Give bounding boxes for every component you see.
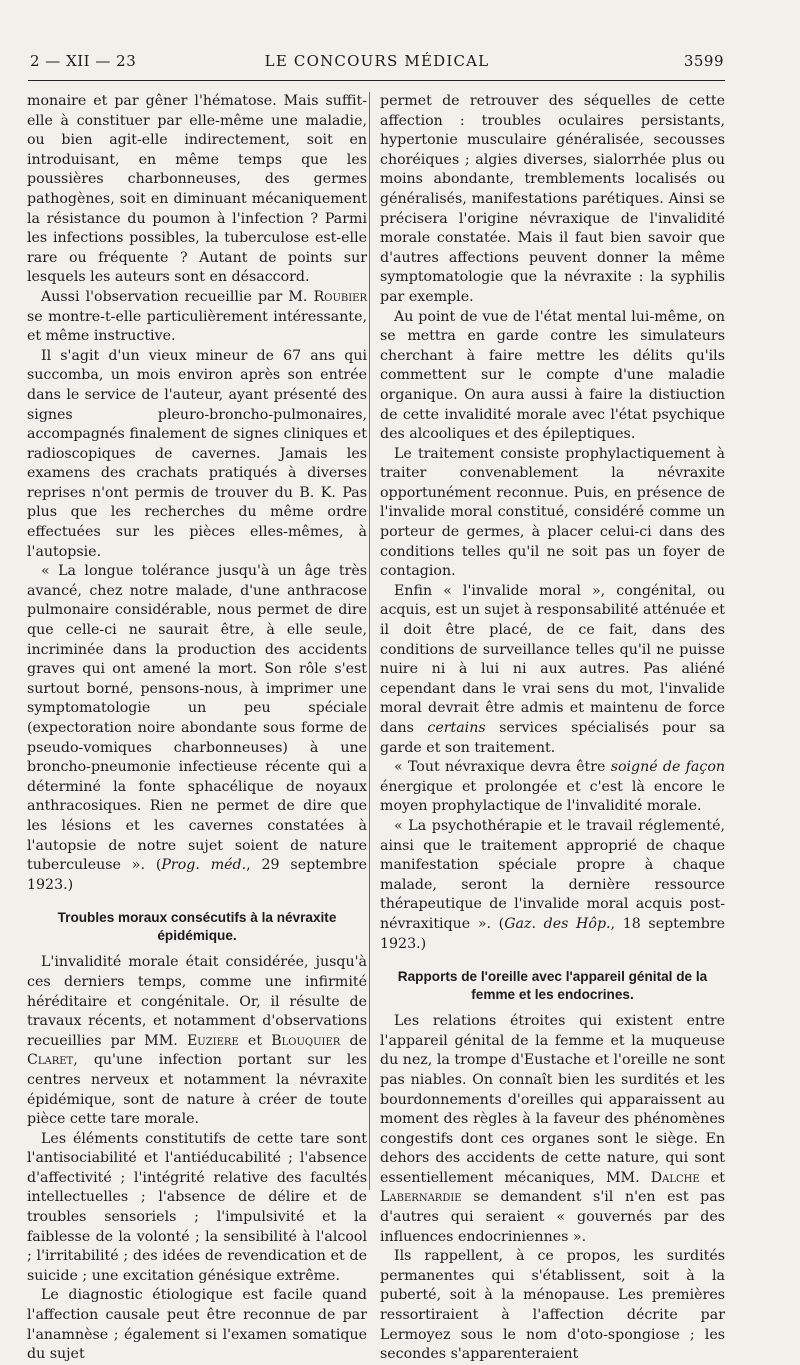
paragraph: monaire et par gêner l'hématose. Mais suffit-elle à constituer par elle-même une maladie, ou bien agit-elle indirectement, soit en introduisant, en même temps que les poussières charbonneuses, des germes pathogènes, soit en diminuant mécaniquement la résistance du poumon à l'infection ? Parmi les infections possibles, la tuberculose est-elle rare ou fréquente ? Autant de points sur lesquels les auteurs sont en désaccord. xyxy=(27,93,367,286)
paragraph: Enfin « l'invalide moral », congénital, ou acquis, est un sujet à responsabilité atténuée et il doit être placé, de ce fait, dans des conditions de surveillance telles qu'il ne puisse nuire ni à lui ni aux autres. Pas aliéné cependant dans le vrai sens du mot, l'invalide moral devrait être admis et maintenu de force dans certains services spécialisés pour sa garde et son traitement. xyxy=(380,582,725,756)
paragraph: Au point de vue de l'état mental lui-même, on se mettra en garde contre les simulateurs cherchant à faire mettre les délits qu'ils commettent sur le compte d'une maladie organique. On aura aussi à faire la distiuction de cette invalidité morale avec l'état psychique des alcooliques et des épileptiques. xyxy=(380,308,725,443)
paragraph: Le traitement consiste prophylactiquement à traiter convenablement la névraxite opportunément reconnue. Puis, en présence de l'invalide moral constitué, considéré comme un porteur de germes, à placer celui-ci dans des conditions telles qu'il ne soit pas un foyer de contagion. xyxy=(380,445,725,580)
author-name: Dalche xyxy=(650,1169,700,1186)
source-citation: Gaz. des Hôp. xyxy=(504,915,611,932)
running-header xyxy=(30,52,724,78)
paragraph: « La longue tolérance jusqu'à un âge très avancé, chez notre malade, d'une anthracose pulmonaire considérable, nous permet de dire que celle-ci ne saurait être, à elle seule, incriminée dans la production des accidents graves qui ont amené la mort. Son rôle s'est surtout borné, pensons-nous, à imprimer une symptomatologie un peu spéciale (expectoration noire abondante sous forme de pseudo-vomiques charbonneuses) à une broncho-pneumonie infectieuse récente qui a déterminé la fonte sphacélique de noyaux anthracosiques. Rien ne permet de dire que les lésions et les cavernes constatées à l'autopsie de notre sujet soient de nature tuberculeuse ». (Prog. méd., 29 septembre 1923.) xyxy=(27,563,367,893)
source-citation: Prog. méd. xyxy=(161,857,247,874)
author-name: Blouquier xyxy=(271,1032,341,1049)
paragraph: « La psychothérapie et le travail réglementé, ainsi que le traitement approprié de chaque manifestation spéciale propre à chaque malade, seront la dernière ressource thérapeutique de l'invalide moral acquis post-névraxitique ». (Gaz. des Hôp., 18 septembre 1923.) xyxy=(380,817,725,952)
author-name: Euziere xyxy=(186,1032,239,1049)
issue-date: 2 — XII — 23 xyxy=(30,52,137,70)
left-column xyxy=(27,92,367,1365)
paragraph: L'invalidité morale était considérée, jusqu'à ces derniers temps, comme une infirmité héréditaire et congénitale. Or, il résulte de travaux récents, et notamment d'observations recueillies par MM. Euziere et Blouquier de Claret, qu'une infection portant sur les centres nerveux et notamment la névraxite épidémique, sont de nature à créer de toute pièce cette tare morale. xyxy=(27,954,367,1128)
header-rule xyxy=(28,80,725,81)
author-name: Claret xyxy=(27,1052,74,1069)
paragraph: permet de retrouver des séquelles de cette affection : troubles oculaires persistants, hypertonie musculaire généralisée, secousses choréiques ; algies diverses, sialorrhée plus ou moins abondante, tremblements localisés ou généralisés, manifestations parétiques. Ainsi se précisera l'origine névraxique de l'invalidité morale constatée. Mais il faut bien savoir que d'autres affections peuvent donner la même symptomatologie que la névraxite : la syphilis par exemple. xyxy=(380,93,725,305)
paragraph: Les relations étroites qui existent entre l'appareil génital de la femme et la muqueuse du nez, la trompe d'Eustache et l'oreille ne sont pas niables. On connaît bien les surdités et les bourdonnements d'oreilles qui apparaissent au moment des règles à la faveur des phénomènes congestifs dont ces organes sont le siège. En dehors des accidents de cette nature, qui sont essentiellement mécaniques, MM. Dalche et Labernardie se demandent s'il n'en est pas d'autres qui seraient « gouvernés par des influences endocriniennes ». xyxy=(380,1013,725,1245)
page-number: 3599 xyxy=(683,52,724,70)
paragraph: Ils rappellent, à ce propos, les surdités permanentes qui s'établissent, soit à la puberté, soit à la ménopause. Les premières ressortiraient à l'affection décrite par Lermoyez sous le nom d'oto-spongiose ; les secondes s'apparenteraient xyxy=(380,1248,725,1363)
column-divider xyxy=(369,92,370,1190)
paragraph: Le diagnostic étiologique est facile quand l'affection causale peut être reconnue de par l'anamnèse ; également si l'examen somatique du sujet xyxy=(27,1287,367,1363)
paragraph: « Tout névraxique devra être soigné de façon énergique et prolongée et c'est là encore le moyen prophylactique de l'invalidité morale. xyxy=(380,759,725,815)
section-heading: Troubles moraux consécutifs à la névraxite épidémique. xyxy=(57,910,337,944)
author-name: Labernardie xyxy=(380,1189,462,1206)
paragraph: Les éléments constitutifs de cette tare sont l'antisociabilité et l'antiéducabilité ; l'absence d'affectivité ; l'intégrité relative des facultés intellectuelles ; l'absence de délire et de troubles sensoriels ; l'impulsivité et la faiblesse de la volonté ; la sensibilité à l'alcool ; l'irritabilité ; des idées de revendication et de suicide ; une excitation génésique extrême. xyxy=(27,1130,367,1284)
journal-title: LE CONCOURS MÉDICAL xyxy=(264,52,490,70)
paragraph: Il s'agit d'un vieux mineur de 67 ans qui succomba, un mois environ après son entrée dans le service de l'auteur, ayant présenté des signes pleuro-broncho-pulmonaires, accompagnés finalement de signes cliniques et radioscopiques de cavernes. Jamais les examens des crachats pratiqués à diverses reprises n'ont permis de trouver du B. K. Pas plus que les recherches du même ordre effectuées sur les pièces elles-mêmes, à l'autopsie. xyxy=(27,347,367,560)
right-column xyxy=(380,92,725,1365)
section-heading: Rapports de l'oreille avec l'appareil génital de la femme et les endocrines. xyxy=(397,969,708,1003)
paragraph: Aussi l'observation recueillie par M. Roubier se montre-t-elle particulièrement intéressante, et même instructive. xyxy=(27,288,367,345)
author-name: Roubier xyxy=(313,288,367,305)
